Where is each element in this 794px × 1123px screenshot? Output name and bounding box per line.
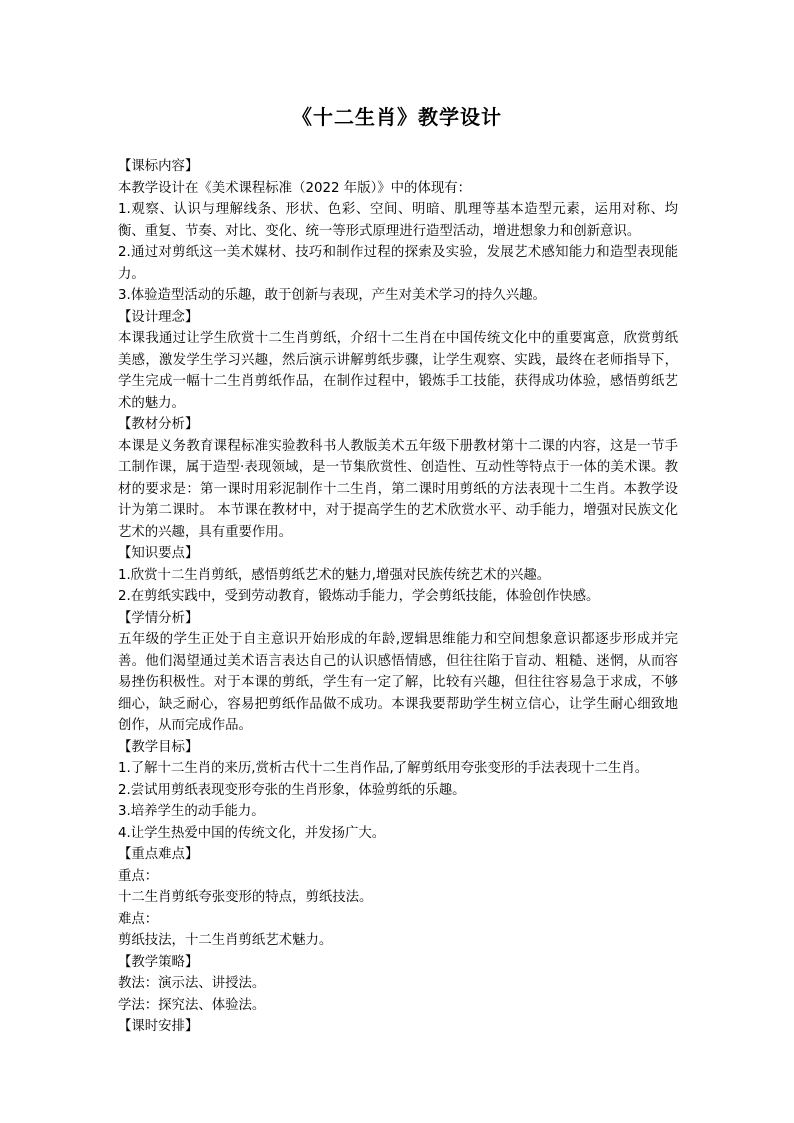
paragraph: 1.观察、认识与理解线条、形状、色彩、空间、明暗、肌理等基本造型元素，运用对称、均衡、重复、节奏、对比、变化、统一等形式原理进行造型活动，增进想象力和创新意识。 xyxy=(118,202,678,239)
section-heading-key-difficult-points: 【重点难点】 xyxy=(118,847,199,862)
paragraph: 本教学设计在《美术课程标准（2022 年版）》中的体现有： xyxy=(118,180,472,196)
paragraph: 重点： xyxy=(118,868,159,884)
paragraph: 五年级的学生正处于自主意识开始形成的年龄,逻辑思维能力和空间想象意识都逐步形成并完善。他们渴望通过美术语言表达自己的认识感悟情感，但往往陷于盲动、粗糙、迷惘，从而容易挫伤积极性。对于本课的剪纸，学生有一定了解，比较有兴趣，但往往容易急于求成，不够细心，缺乏耐心，容易把剪纸作品做不成功。本课我要帮助学生树立信心，让学生耐心细致地创作，从而完成作品。 xyxy=(118,632,678,733)
paragraph: 4.让学生热爱中国的传统文化，并发扬广大。 xyxy=(118,825,386,841)
paragraph: 本课我通过让学生欣赏十二生肖剪纸，介绍十二生肖在中国传统文化中的重要寓意，欣赏剪纸美感，激发学生学习兴趣，然后演示讲解剪纸步骤，让学生观察、实践，最终在老师指导下，学生完成一幅十二生肖剪纸作品，在制作过程中，锻炼手工技能，获得成功体验，感悟剪纸艺术的魅力。 xyxy=(118,331,678,411)
paragraph: 1.了解十二生肖的来历,赏析古代十二生肖作品,了解剪纸用夸张变形的手法表现十二生肖。 xyxy=(118,761,649,776)
section-heading-design-concept: 【设计理念】 xyxy=(118,309,199,325)
section-heading-textbook-analysis: 【教材分析】 xyxy=(118,417,199,432)
paragraph: 3.体验造型活动的乐趣，敢于创新与表现，产生对美术学习的持久兴趣。 xyxy=(118,288,546,303)
paragraph: 教法：演示法、讲授法。 xyxy=(118,976,266,991)
section-heading-schedule: 【课时安排】 xyxy=(118,1019,199,1034)
document-body xyxy=(118,156,678,1038)
paragraph: 十二生肖剪纸夸张变形的特点，剪纸技法。 xyxy=(118,890,373,905)
paragraph: 3.培养学生的动手能力。 xyxy=(118,804,265,819)
paragraph: 2.尝试用剪纸表现变形夸张的生肖形象，体验剪纸的乐趣。 xyxy=(118,782,466,798)
section-heading-key-knowledge: 【知识要点】 xyxy=(118,546,199,561)
paragraph: 2.通过对剪纸这一美术媒材、技巧和制作过程的探索及实验，发展艺术感知能力和造型表现能力。 xyxy=(118,245,678,282)
paragraph: 学法：探究法、体验法。 xyxy=(118,997,266,1013)
section-heading-curriculum-standard: 【课标内容】 xyxy=(118,159,199,174)
section-heading-teaching-strategy: 【教学策略】 xyxy=(118,954,199,970)
paragraph: 2.在剪纸实践中，受到劳动教育，锻炼动手能力，学会剪纸技能，体验创作快感。 xyxy=(118,589,600,604)
paragraph: 难点： xyxy=(118,911,159,927)
section-heading-teaching-objectives: 【教学目标】 xyxy=(118,739,199,755)
paragraph: 剪纸技法，十二生肖剪纸艺术魅力。 xyxy=(118,933,333,948)
section-heading-student-analysis: 【学情分析】 xyxy=(118,610,199,626)
document-title: 《十二生肖》教学设计 xyxy=(292,105,502,129)
paragraph: 1.欣赏十二生肖剪纸，感悟剪纸艺术的魅力,增强对民族传统艺术的兴趣。 xyxy=(118,567,551,583)
paragraph: 本课是义务教育课程标准实验教科书人教版美术五年级下册教材第十二课的内容，这是一节手工制作课，属于造型·表现领域，是一节集欣赏性、创造性、互动性等特点于一体的美术课。教材的要求是：第一课时用彩泥制作十二生肖，第二课时用剪纸的方法表现十二生肖。本教学设计为第二课时。 本节课在教材中，对于提高学生的艺术欣赏水平、动手能力，增强对民族文化艺术的兴趣，具有重要作用。 xyxy=(118,438,678,540)
